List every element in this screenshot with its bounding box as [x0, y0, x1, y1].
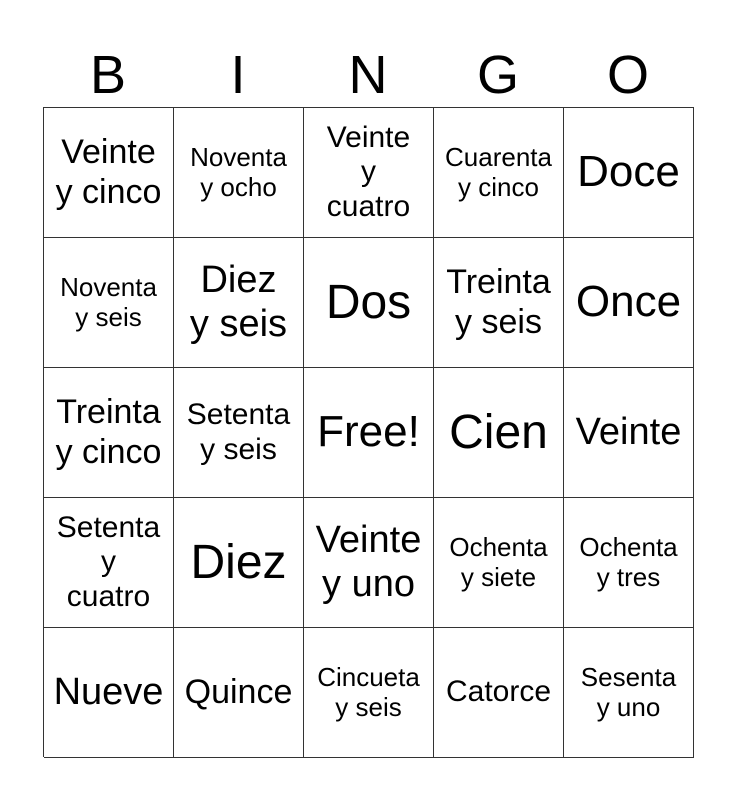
bingo-cell[interactable] [174, 108, 304, 238]
header-letter-g: G [476, 45, 519, 105]
bingo-grid [43, 107, 694, 757]
cell-text: Setenta y cuatro [56, 510, 161, 613]
bingo-cell[interactable] [174, 498, 304, 628]
bingo-cell[interactable] [434, 108, 564, 238]
cell-text: Cien [449, 405, 548, 459]
cell-text: Dos [325, 275, 412, 329]
bingo-cell[interactable] [564, 108, 694, 238]
bingo-cell[interactable] [434, 368, 564, 498]
bingo-cell[interactable] [434, 628, 564, 758]
cell-text: Setenta y seis [186, 398, 291, 466]
cell-text: Sesenta y uno [580, 661, 677, 722]
cell-text: Diez y seis [189, 258, 288, 345]
bingo-cell[interactable] [564, 368, 694, 498]
bingo-cell[interactable] [564, 238, 694, 368]
bingo-cell[interactable] [304, 498, 434, 628]
cell-text: Ochenta y tres [579, 531, 678, 592]
cell-text: Noventa y seis [60, 271, 157, 332]
cell-text: Veinte [575, 410, 682, 453]
free-space-label: Free! [317, 407, 420, 457]
bingo-cell[interactable] [44, 238, 174, 368]
cell-text: Treinta y cinco [55, 393, 162, 471]
cell-text: Veinte y uno [315, 518, 422, 605]
bingo-cell[interactable] [44, 498, 174, 628]
header-letter-n: N [348, 45, 388, 105]
header-letter-b: B [89, 45, 127, 105]
cell-text: Cincueta y seis [317, 661, 420, 722]
bingo-cell[interactable] [174, 628, 304, 758]
bingo-cell[interactable] [44, 368, 174, 498]
cell-text: Once [575, 277, 682, 327]
bingo-cell[interactable] [564, 628, 694, 758]
bingo-cell[interactable] [44, 108, 174, 238]
bingo-cell[interactable] [174, 238, 304, 368]
free-cell[interactable] [304, 368, 434, 498]
cell-text: Ochenta y siete [449, 531, 548, 592]
cell-text: Veinte y cinco [55, 133, 162, 211]
bingo-cell[interactable] [304, 238, 434, 368]
bingo-cell[interactable] [44, 628, 174, 758]
cell-text: Noventa y ocho [190, 141, 287, 202]
cell-text: Quince [184, 672, 293, 711]
cell-text: Diez [190, 535, 287, 589]
cell-text: Veinte y cuatro [326, 120, 411, 223]
cell-text: Cuarenta y cinco [445, 141, 552, 202]
bingo-cell[interactable] [434, 238, 564, 368]
header-letter-i: I [230, 45, 246, 105]
cell-text: Catorce [445, 675, 552, 709]
bingo-cell[interactable] [434, 498, 564, 628]
bingo-header [43, 44, 693, 106]
bingo-cell[interactable] [304, 628, 434, 758]
cell-text: Nueve [53, 670, 164, 713]
bingo-cell[interactable] [174, 368, 304, 498]
bingo-cell[interactable] [304, 108, 434, 238]
bingo-cell[interactable] [564, 498, 694, 628]
cell-text: Treinta y seis [446, 263, 551, 341]
header-letter-o: O [606, 45, 649, 105]
cell-text: Doce [577, 147, 680, 197]
